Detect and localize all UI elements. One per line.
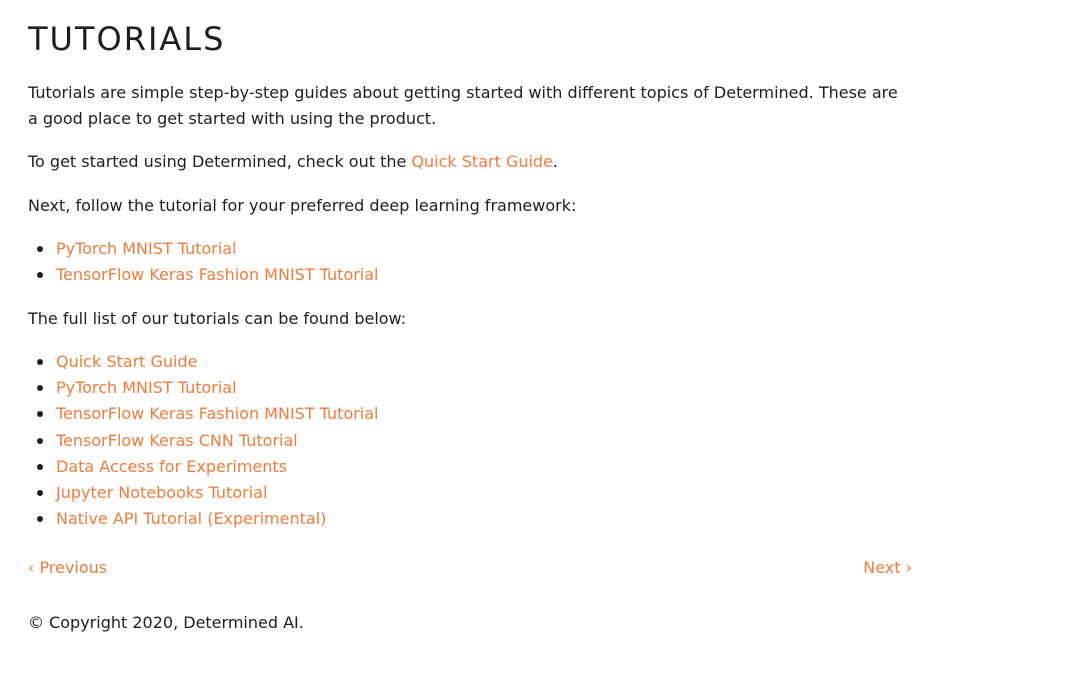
next-label: Next — [863, 558, 901, 577]
bullet-icon — [37, 516, 43, 522]
list-item — [28, 236, 379, 262]
bullet-icon — [37, 464, 43, 470]
list-item — [28, 349, 379, 375]
list-item — [28, 480, 379, 506]
tensorflow-keras-fashion-mnist-tutorial-link[interactable]: TensorFlow Keras Fashion MNIST Tutorial — [56, 404, 379, 424]
previous-label: Previous — [39, 558, 108, 577]
all-tutorials-list — [28, 349, 379, 532]
full-list-intro-paragraph: The full list of our tutorials can be found below: — [28, 309, 407, 328]
list-item — [28, 506, 379, 532]
quick-start-guide-link[interactable]: Quick Start Guide — [411, 152, 553, 171]
list-item — [28, 401, 379, 427]
pytorch-mnist-tutorial-link[interactable]: PyTorch MNIST Tutorial — [56, 239, 237, 258]
framework-intro-paragraph: Next, follow the tutorial for your preferred deep learning framework: — [28, 196, 577, 215]
get-started-suffix: . — [552, 152, 559, 171]
list-item — [28, 428, 379, 454]
copyright-footer: © Copyright 2020, Determined AI. — [28, 613, 304, 632]
bullet-icon — [37, 490, 43, 496]
page-navigation — [28, 555, 912, 581]
chevron-left-icon: ‹ — [28, 558, 35, 577]
bullet-icon — [37, 359, 43, 365]
bullet-icon — [37, 438, 43, 444]
quick-start-guide-link[interactable]: Quick Start Guide — [56, 352, 198, 371]
intro-paragraph: Tutorials are simple step-by-step guides about getting started with different topics of Determined. These are a good place to get started with using the product. — [28, 83, 898, 128]
get-started-prefix: To get started using Determined, check out the — [28, 152, 412, 171]
chevron-right-icon: › — [905, 558, 912, 577]
list-item — [28, 375, 379, 401]
bullet-icon — [37, 272, 43, 278]
bullet-icon — [37, 246, 43, 252]
pytorch-mnist-tutorial-link[interactable]: PyTorch MNIST Tutorial — [56, 378, 237, 398]
jupyter-notebooks-tutorial-link[interactable]: Jupyter Notebooks Tutorial — [56, 482, 268, 502]
list-item — [28, 262, 379, 288]
next-button[interactable] — [863, 555, 912, 581]
tensorflow-keras-cnn-tutorial-link[interactable]: TensorFlow Keras CNN Tutorial — [56, 430, 298, 450]
framework-tutorial-list — [28, 236, 379, 288]
native-api-tutorial-link[interactable]: Native API Tutorial (Experimental) — [56, 509, 327, 529]
bullet-icon — [37, 411, 43, 417]
list-item — [28, 454, 379, 480]
page-title: TUTORIALS — [28, 20, 226, 58]
previous-button[interactable] — [28, 555, 107, 581]
get-started-paragraph — [28, 149, 558, 175]
data-access-for-experiments-link[interactable]: Data Access for Experiments — [56, 456, 288, 476]
tensorflow-keras-fashion-mnist-tutorial-link[interactable]: TensorFlow Keras Fashion MNIST Tutorial — [56, 265, 379, 285]
bullet-icon — [37, 385, 43, 391]
